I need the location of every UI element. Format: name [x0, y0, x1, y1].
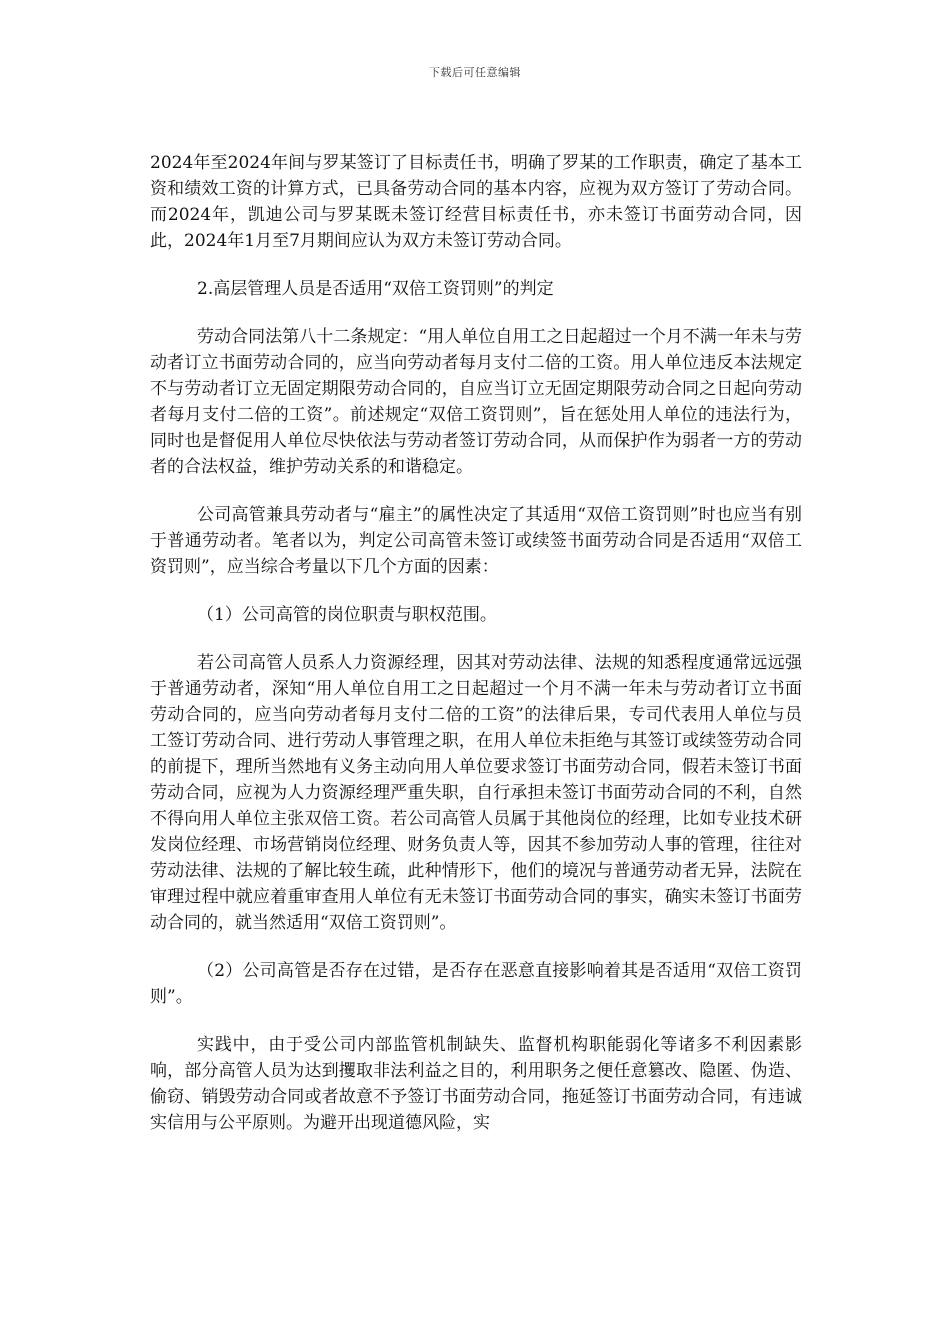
document-body [150, 150, 802, 1136]
subheading-duties: （1）公司高管的岗位职责与职权范围。 [197, 605, 497, 625]
section-heading: 2.高层管理人员是否适用“双倍工资罚则”的判定 [197, 279, 554, 299]
paragraph-executive-attributes: 公司高管兼具劳动者与“雇主”的属性决定了其适用“双倍工资罚则”时也应当有别于普通劳动者。笔者以为，判定公司高管未签订或续签书面劳动合同是否适用“双倍工资罚则”，应当综合考量以下几个方面的因素： [150, 505, 802, 577]
paragraph-practice: 实践中，由于受公司内部监管机制缺失、监督机构职能弱化等诸多不利因素影响，部分高管人员为达到攫取非法利益之目的，利用职务之便任意篡改、隐匿、伪造、偷窃、销毁劳动合同或者故意不予签订书面劳动合同，拖延签订书面劳动合同，有违诚实信用与公平原则。为避开出现道德风险，实 [150, 1035, 802, 1133]
header-note: 下载后可任意编辑 [429, 66, 521, 79]
paragraph-continuation: 2024年至2024年间与罗某签订了目标责任书，明确了罗某的工作职责，确定了基本工资和绩效工资的计算方式，已具备劳动合同的基本内容，应视为双方签订了劳动合同。而2024年，凯迪公司与罗某既未签订经营目标责任书，亦未签订书面劳动合同，因此，2024年1月至7月期间应认为双方未签订劳动合同。 [150, 153, 802, 251]
paragraph-labor-law-article: 劳动合同法第八十二条规定：“用人单位自用工之日起超过一个月不满一年未与劳动者订立书面劳动合同的，应当向劳动者每月支付二倍的工资。用人单位违反本法规定不与劳动者订立无固定期限劳动合同的，自应当订立无固定期限劳动合同之日起向劳动者每月支付二倍的工资”。前述规定“双倍工资罚则”，旨在惩处用人单位的违法行为，同时也是督促用人单位尽快依法与劳动者签订劳动合同，从而保护作为弱者一方的劳动者的合法权益，维护劳动关系的和谐稳定。 [150, 327, 802, 477]
subheading-fault: （2）公司高管是否存在过错，是否存在恶意直接影响着其是否适用“双倍工资罚则”。 [150, 961, 802, 1007]
paragraph-hr-manager: 若公司高管人员系人力资源经理，因其对劳动法律、法规的知悉程度通常远远强于普通劳动者，深知“用人单位自用工之日起超过一个月不满一年未与劳动者订立书面劳动合同的，应当向劳动者每月支付二倍的工资”的法律后果，专司代表用人单位与员工签订劳动合同、进行劳动人事管理之职，在用人单位未拒绝与其签订或续签劳动合同的前提下，理所当然地有义务主动向用人单位要求签订书面劳动合同，假若未签订书面劳动合同，应视为人力资源经理严重失职，自行承担未签订书面劳动合同的不利，自然不得向用人单位主张双倍工资。若公司高管人员属于其他岗位的经理，比如专业技术研发岗位经理、市场营销岗位经理、财务负责人等，因其不参加劳动人事的管理，往往对劳动法律、法规的了解比较生疏，此种情形下，他们的境况与普通劳动者无异，法院在审理过程中就应着重审查用人单位有无未签订书面劳动合同的事实，确实未签订书面劳动合同的，就当然适用“双倍工资罚则”。 [150, 653, 802, 933]
